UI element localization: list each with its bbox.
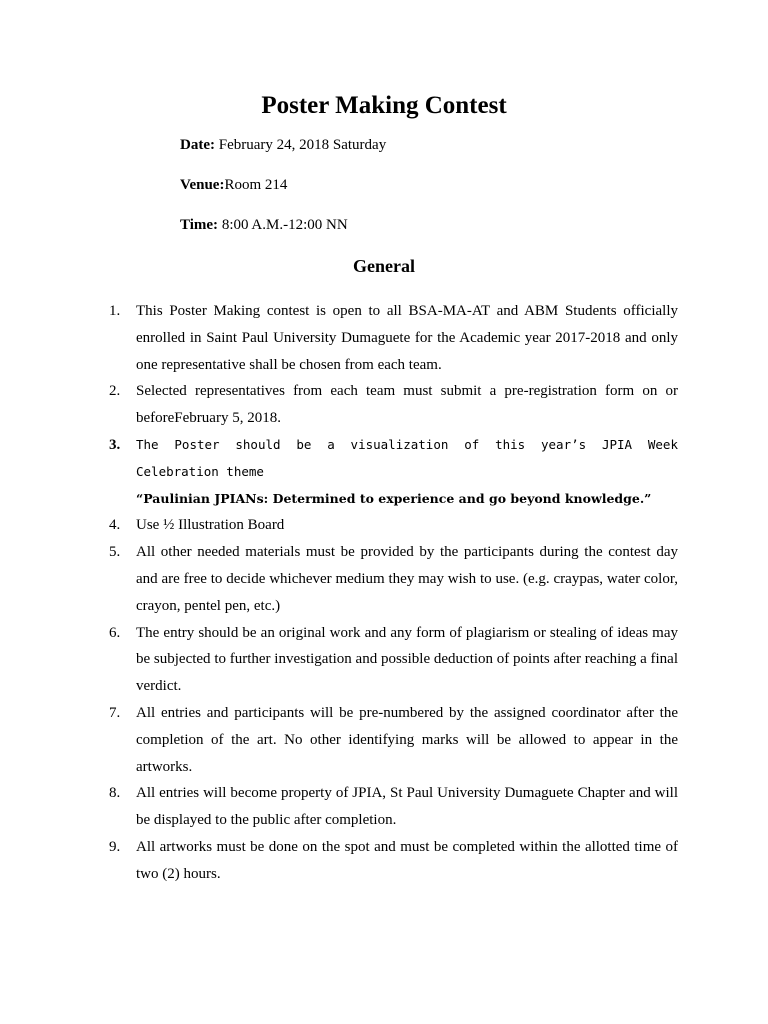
- list-item: [109, 780, 678, 834]
- page-title: Poster Making Contest: [261, 92, 507, 119]
- list-item: [109, 539, 678, 619]
- list-item: [109, 512, 678, 539]
- list-item: [109, 432, 678, 512]
- date-line: [180, 137, 386, 154]
- date-label: Date:: [180, 137, 215, 153]
- list-item-text: The entry should be an original work and any form of plagiarism or stealing of ideas may be subjected to further investigation and possible deduction of points after reaching a final verdict.: [136, 624, 678, 695]
- list-item-number: 9.: [109, 838, 121, 855]
- list-item: [109, 378, 678, 432]
- time-label: Time:: [180, 217, 219, 233]
- list-item-text: This Poster Making contest is open to all BSA-MA-AT and ABM Students officially enrolled in Saint Paul University Dumaguete for the Academic year 2017-2018 and only one representative shall be chosen from each team.: [136, 303, 678, 373]
- list-item-number: 4.: [109, 517, 121, 534]
- venue-label: Venue:: [180, 177, 225, 193]
- list-item-text: All entries and participants will be pre-numbered by the assigned coordinator after the completion of the art. No other identifying marks will be allowed to appear in the artworks.: [136, 704, 678, 775]
- list-item: [109, 620, 678, 700]
- list-item-text: The Poster should be a visualization of this year’s JPIA Week Celebration theme: [136, 436, 678, 479]
- list-item-number: 3.: [109, 436, 121, 453]
- list-item-number: 2.: [109, 383, 121, 400]
- section-heading: General: [353, 256, 415, 276]
- rules-list: [109, 298, 678, 888]
- venue-line: [180, 177, 287, 194]
- time-line: [180, 217, 348, 234]
- list-item-number: 7.: [109, 704, 121, 721]
- list-item-number: 8.: [109, 785, 121, 802]
- list-item: [109, 298, 678, 378]
- list-item: [109, 700, 678, 780]
- date-value: February 24, 2018 Saturday: [214, 137, 387, 153]
- list-item-number: 5.: [109, 544, 121, 561]
- list-item-text: All other needed materials must be provided by the participants during the contest day and are free to decide whichever medium they may wish to use. (e.g. craypas, water color, crayon, pentel pen, etc.): [136, 544, 678, 614]
- time-value: 8:00 A.M.-12:00 NN: [218, 217, 348, 233]
- venue-value: Room 214: [224, 177, 288, 193]
- theme-quote: “Paulinian JPIANs: Determined to experience and go beyond knowledge.”: [136, 490, 652, 506]
- list-item-number: 1.: [109, 303, 121, 319]
- list-item-text: All entries will become property of JPIA, St Paul University Dumaguete Chapter and will be displayed to the public after completion.: [136, 785, 678, 829]
- list-item-number: 6.: [109, 624, 121, 641]
- list-item-text: Selected representatives from each team must submit a pre-registration form on or beforeFebruary 5, 2018.: [136, 383, 678, 427]
- list-item: [109, 834, 678, 888]
- list-item-text: All artworks must be done on the spot and must be completed within the allotted time of two (2) hours.: [136, 838, 678, 882]
- list-item-text: Use ½ Illustration Board: [136, 517, 285, 534]
